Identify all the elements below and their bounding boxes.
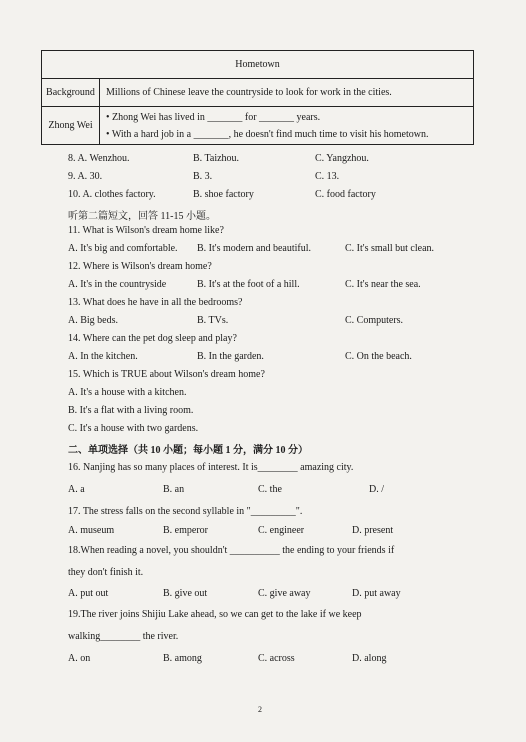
answer-option: D. present: [352, 525, 394, 536]
answer-option: C. It's small but clean.: [345, 243, 435, 254]
answer-option: B. In the garden.: [197, 351, 264, 362]
question-line: 19.The river joins Shijiu Lake ahead, so we can get to the lake if we keep: [68, 609, 362, 620]
answer-option: D. put away: [352, 588, 401, 599]
question-line: C. It's a house with two gardens.: [68, 423, 199, 434]
answer-option: C. It's near the sea.: [345, 279, 421, 290]
question-line: 18.When reading a novel, you shouldn't __________ the ending to your friends if: [68, 545, 395, 556]
question-line: A. It's a house with a kitchen.: [68, 387, 187, 398]
question-line: A. on: [68, 653, 91, 664]
question-line: A. It's in the countryside: [68, 279, 167, 290]
section-heading: 二、单项选择（共 10 小题；每小题 1 分，满分 10 分）: [68, 445, 308, 456]
hometown-table: [41, 50, 474, 145]
question-line: they don't finish it.: [68, 567, 144, 578]
answer-option: D. along: [352, 653, 387, 664]
question-line: 8. A. Wenzhou.: [68, 153, 130, 164]
row-label-background: Background: [42, 79, 100, 107]
answer-option: B. give out: [163, 588, 208, 599]
answer-option: C. the: [258, 484, 282, 495]
question-line: walking________ the river.: [68, 631, 179, 642]
answer-option: B. It's at the foot of a hill.: [197, 279, 300, 290]
question-line: 13. What does he have in all the bedrooms?: [68, 297, 243, 308]
answer-option: C. Computers.: [345, 315, 404, 326]
question-line: A. In the kitchen.: [68, 351, 138, 362]
row-label-zhong-wei: Zhong Wei: [42, 107, 100, 145]
answer-option: B. shoe factory: [193, 189, 254, 200]
answer-option: B. among: [163, 653, 202, 664]
question-line: 12. Where is Wilson's dream home?: [68, 261, 212, 272]
page-number: 2: [258, 705, 262, 714]
answer-option: C. engineer: [258, 525, 305, 536]
question-line: 16. Nanjing has so many places of interest. It is________ amazing city.: [68, 462, 354, 473]
question-line: A. museum: [68, 525, 115, 536]
answer-option: C. food factory: [315, 189, 376, 200]
question-line: 听第二篇短文，回答 11-15 小题。: [68, 211, 216, 222]
question-line: 10. A. clothes factory.: [68, 189, 156, 200]
question-line: A. a: [68, 484, 85, 495]
answer-option: B. Taizhou.: [193, 153, 240, 164]
answer-option: C. 13.: [315, 171, 340, 182]
answer-option: B. It's modern and beautiful.: [197, 243, 311, 254]
answer-option: D. /: [369, 484, 384, 495]
bullet-line-2: • With a hard job in a _______, he doesn't find much time to visit his hometown.: [106, 128, 429, 140]
answer-option: C. Yangzhou.: [315, 153, 369, 164]
question-line: B. It's a flat with a living room.: [68, 405, 194, 416]
answer-option: B. 3.: [193, 171, 213, 182]
question-line: 14. Where can the pet dog sleep and play?: [68, 333, 237, 344]
row-text-background: Millions of Chinese leave the countryside to look for work in the cities.: [100, 79, 474, 107]
answer-option: B. TVs.: [197, 315, 229, 326]
answer-option: B. an: [163, 484, 185, 495]
question-line: 11. What is Wilson's dream home like?: [68, 225, 224, 236]
row-text-zhong-wei: [100, 107, 474, 145]
question-line: 17. The stress falls on the second syllable in "_________".: [68, 506, 303, 517]
question-line: A. It's big and comfortable.: [68, 243, 178, 254]
question-line: A. Big beds.: [68, 315, 118, 326]
answer-option: C. give away: [258, 588, 311, 599]
answer-option: B. emperor: [163, 525, 208, 536]
question-line: 15. Which is TRUE about Wilson's dream home?: [68, 369, 265, 380]
answer-option: C. On the beach.: [345, 351, 412, 362]
question-line: A. put out: [68, 588, 109, 599]
table-title: Hometown: [42, 51, 474, 79]
question-line: 9. A. 30.: [68, 171, 103, 182]
bullet-line-1: • Zhong Wei has lived in _______ for _______ years.: [106, 111, 321, 123]
answer-option: C. across: [258, 653, 295, 664]
